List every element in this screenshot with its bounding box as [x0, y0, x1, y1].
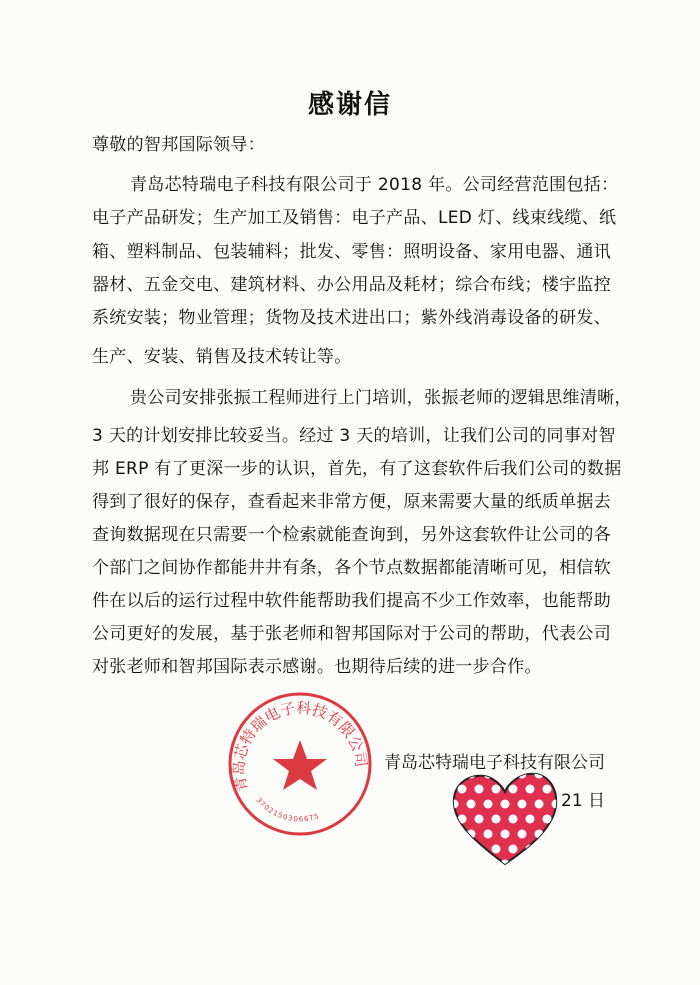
text-line: 器材、五金交电、建筑材料、办公用品及耗材；综合布线；楼宇监控 [92, 275, 611, 295]
polka-dot [467, 800, 476, 809]
polka-dot [535, 800, 544, 809]
polka-dot [560, 815, 561, 824]
text-line: 对张老师和智邦国际表示感谢。也期待后续的进一步合作。 [92, 657, 542, 677]
polka-dot [526, 815, 535, 824]
polka-dot [518, 830, 527, 839]
polka-dot [509, 785, 518, 794]
polka-dot [492, 785, 501, 794]
polka-dot [501, 770, 510, 779]
svg-text:3702150306675 [254, 796, 320, 823]
company-seal [226, 690, 374, 838]
polka-dot [560, 785, 561, 794]
seal-text: 青岛芯特瑞电子科技有限公司 [229, 698, 371, 794]
polka-dot [501, 800, 510, 809]
polka-dot [484, 800, 493, 809]
text-line: 查询数据现在只需要一个检索就能查询到，另外这套软件让公司的各 [92, 525, 611, 545]
polka-dot [518, 860, 527, 869]
polka-dot [458, 815, 467, 824]
seal-number: 3702150306675 [254, 796, 321, 824]
text-line: 电子产品研发；生产加工及销售：电子产品、LED 灯、线束线缆、纸 [92, 208, 617, 228]
polka-dot [492, 845, 501, 854]
text-line: 箱、塑料制品、包装辅料；批发、零售：照明设备、家用电器、通讯 [92, 242, 611, 262]
polka-dot [450, 770, 459, 779]
signature-company: 青岛芯特瑞电子科技有限公司 [384, 753, 605, 773]
letter-title: 感谢信 [307, 90, 392, 120]
polka-dot [458, 785, 467, 794]
polka-dot [501, 830, 510, 839]
polka-dot [458, 845, 467, 854]
polka-dot [560, 845, 561, 854]
polka-dot [552, 860, 561, 869]
polka-dot [552, 830, 561, 839]
text-line: 得到了很好的保存，查看起来非常方便，原来需要大量的纸质单据去 [92, 492, 611, 512]
heart-sticker-icon [450, 768, 560, 868]
star-icon [273, 740, 327, 790]
text-line: 青岛芯特瑞电子科技有限公司于 2018 年。公司经营范围包括： [130, 175, 619, 195]
polka-dot [509, 815, 518, 824]
polka-dot [492, 815, 501, 824]
text-line: 个部门之间协作都能井井有条，各个节点数据都能清晰可见，相信软 [92, 558, 611, 578]
polka-dot [484, 830, 493, 839]
polka-dot [543, 845, 552, 854]
polka-dot [509, 845, 518, 854]
text-line: 贵公司安排张振工程师进行上门培训，张振老师的逻辑思维清晰， [130, 388, 632, 408]
polka-dot [475, 785, 484, 794]
polka-dot [484, 860, 493, 869]
signature-date: 21 日 [561, 791, 606, 811]
text-line: 邦 ERP 有了更深一步的认识，首先，有了这套软件后我们公司的数据 [92, 459, 622, 479]
polka-dot [475, 845, 484, 854]
polka-dot [450, 860, 459, 869]
text-line: 系统安装；物业管理；货物及技术进出口；紫外线消毒设备的研发、 [92, 308, 611, 328]
text-line: 生产、安装、销售及技术转让等。 [92, 347, 352, 367]
polka-dot [535, 860, 544, 869]
text-line: 公司更好的发展，基于张老师和智邦国际对于公司的帮助，代表公司 [92, 624, 611, 644]
text-line: 3 天的计划安排比较妥当。经过 3 天的培训，让我们公司的同事对智 [92, 426, 616, 446]
polka-dot [467, 860, 476, 869]
polka-dot [467, 830, 476, 839]
text-line: 件在以后的运行过程中软件能帮助我们提高不少工作效率，也能帮助 [92, 591, 611, 611]
polka-dot [526, 785, 535, 794]
salutation: 尊敬的智邦国际领导： [92, 135, 265, 155]
polka-dot [518, 800, 527, 809]
polka-dot [475, 815, 484, 824]
polka-dot [450, 830, 459, 839]
polka-dot [543, 785, 552, 794]
polka-dot [552, 770, 561, 779]
